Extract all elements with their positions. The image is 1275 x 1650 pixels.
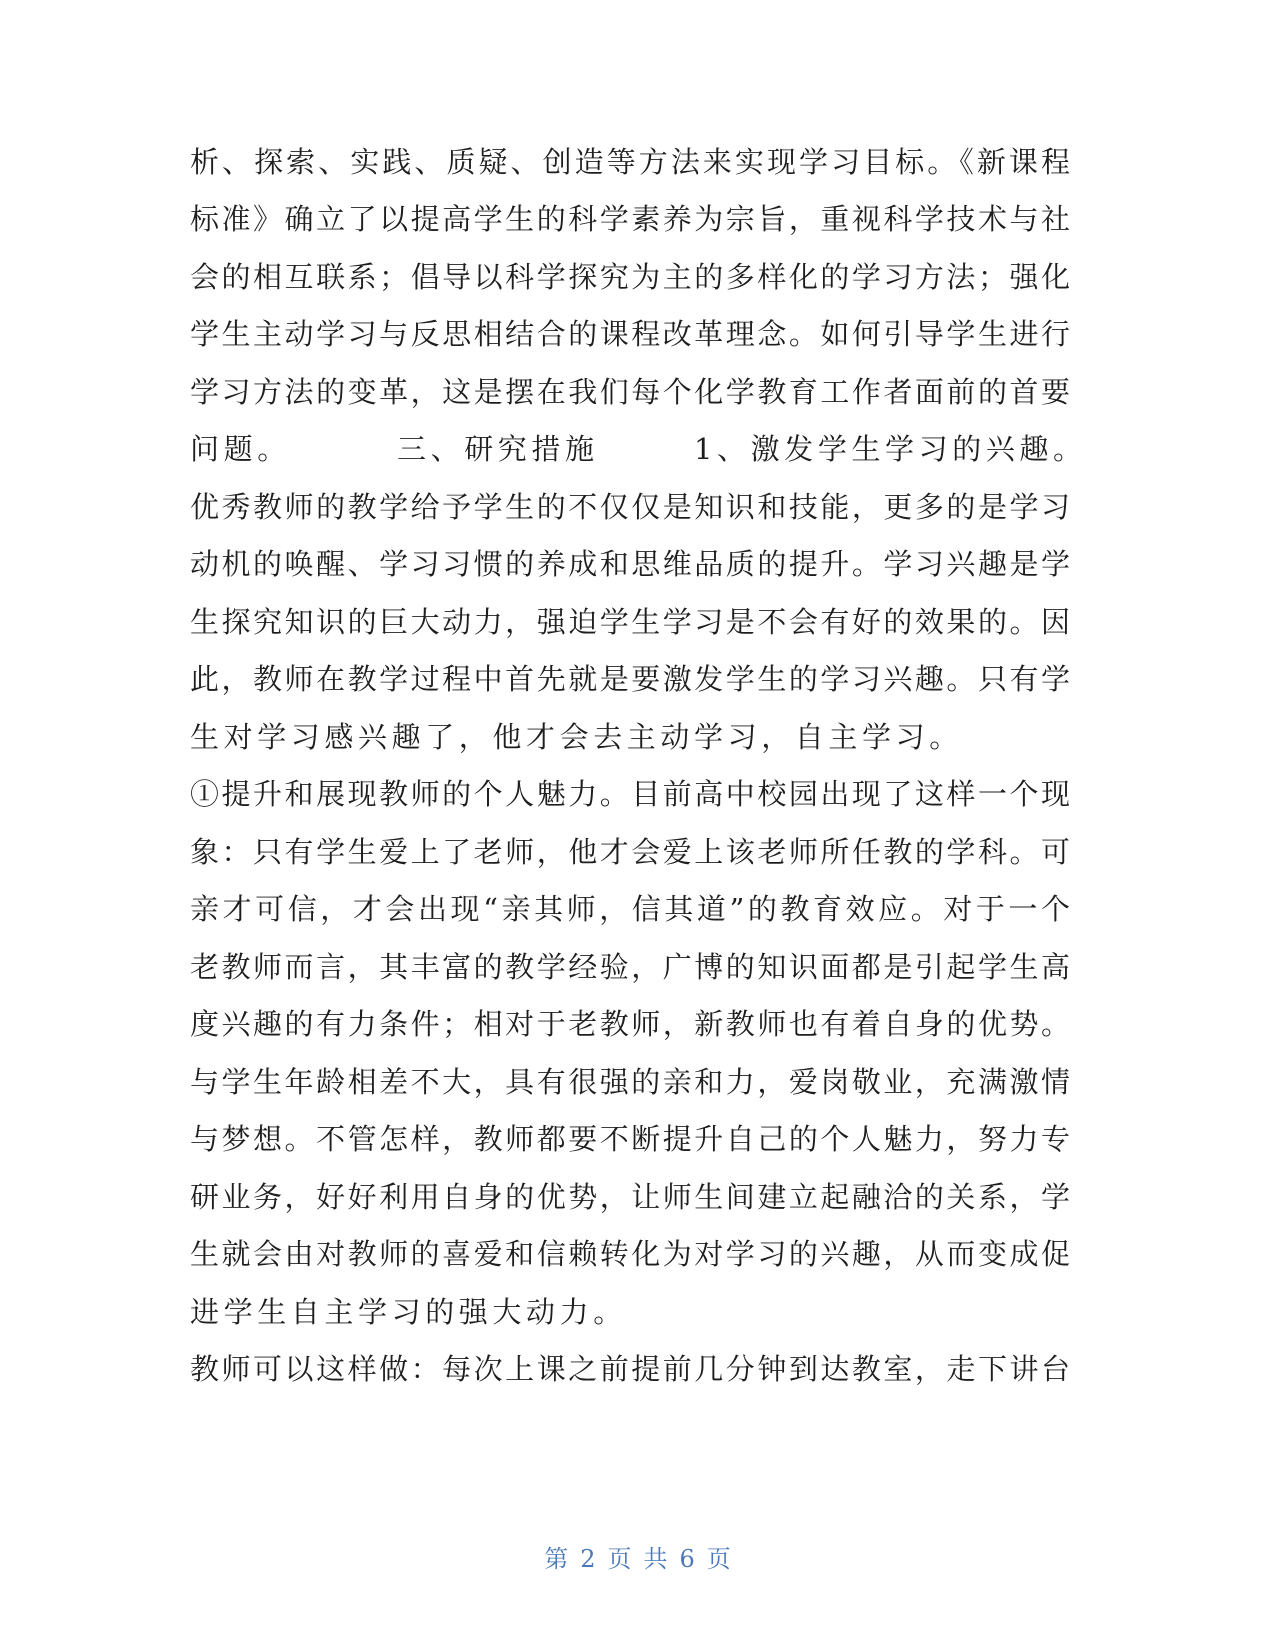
body-line: 生就会由对教师的喜爱和信赖转化为对学习的兴趣，从而变成促	[190, 1237, 1070, 1271]
body-line: 学生主动学习与反思相结合的课程改革理念。如何引导学生进行	[190, 317, 1070, 351]
body-line: 动机的唤醒、学习习惯的养成和思维品质的提升。学习兴趣是学	[190, 547, 1070, 581]
body-line: 与学生年龄相差不大，具有很强的亲和力，爱岗敬业，充满激情	[190, 1065, 1070, 1099]
footer-page-word: 页	[607, 1545, 632, 1573]
body-line: 度兴趣的有力条件；相对于老教师，新教师也有着自身的优势。	[190, 1007, 1070, 1041]
footer-suffix: 页	[706, 1545, 731, 1573]
body-line: 生探究知识的巨大动力，强迫学生学习是不会有好的效果的。因	[190, 605, 1070, 639]
footer-total-pages: 6	[679, 1545, 695, 1573]
body-line: 优秀教师的教学给予学生的不仅仅是知识和技能，更多的是学习	[190, 490, 1070, 524]
body-line: 与梦想。不管怎样，教师都要不断提升自己的个人魅力，努力专	[190, 1122, 1070, 1156]
page-footer	[0, 1542, 1275, 1576]
body-line: 亲才可信，才会出现“亲其师，信其道”的教育效应。对于一个	[190, 892, 1070, 926]
body-line: 此，教师在教学过程中首先就是要激发学生的学习兴趣。只有学	[190, 662, 1070, 696]
body-line: 进学生自主学习的强大动力。	[190, 1295, 627, 1329]
body-line-segment: 问题。	[190, 432, 291, 466]
body-line: 学习方法的变革，这是摆在我们每个化学教育工作者面前的首要	[190, 375, 1070, 409]
subsection-heading: 1、激发学生学习的兴趣。	[694, 432, 1087, 466]
body-line: 教师可以这样做：每次上课之前提前几分钟到达教室，走下讲台	[190, 1352, 1070, 1386]
body-line: 标准》确立了以提高学生的科学素养为宗旨，重视科学技术与社	[190, 202, 1070, 236]
body-line: ①提升和展现教师的个人魅力。目前高中校园出现了这样一个现	[190, 777, 1070, 811]
body-line: 生对学习感兴趣了，他才会去主动学习，自主学习。	[190, 720, 963, 754]
section-heading: 三、研究措施	[397, 432, 599, 466]
body-line: 象：只有学生爱上了老师，他才会爱上该老师所任教的学科。可	[190, 835, 1070, 869]
footer-total-word: 共	[643, 1545, 668, 1573]
body-line: 会的相互联系；倡导以科学探究为主的多样化的学习方法；强化	[190, 260, 1070, 294]
body-line: 析、探索、实践、质疑、创造等方法来实现学习目标。《新课程	[190, 145, 1070, 179]
body-line: 研业务，好好利用自身的优势，让师生间建立起融洽的关系，学	[190, 1180, 1070, 1214]
footer-current-page: 2	[580, 1545, 596, 1573]
body-line: 老教师而言，其丰富的教学经验，广博的知识面都是引起学生高	[190, 950, 1070, 984]
footer-prefix: 第	[544, 1545, 569, 1573]
